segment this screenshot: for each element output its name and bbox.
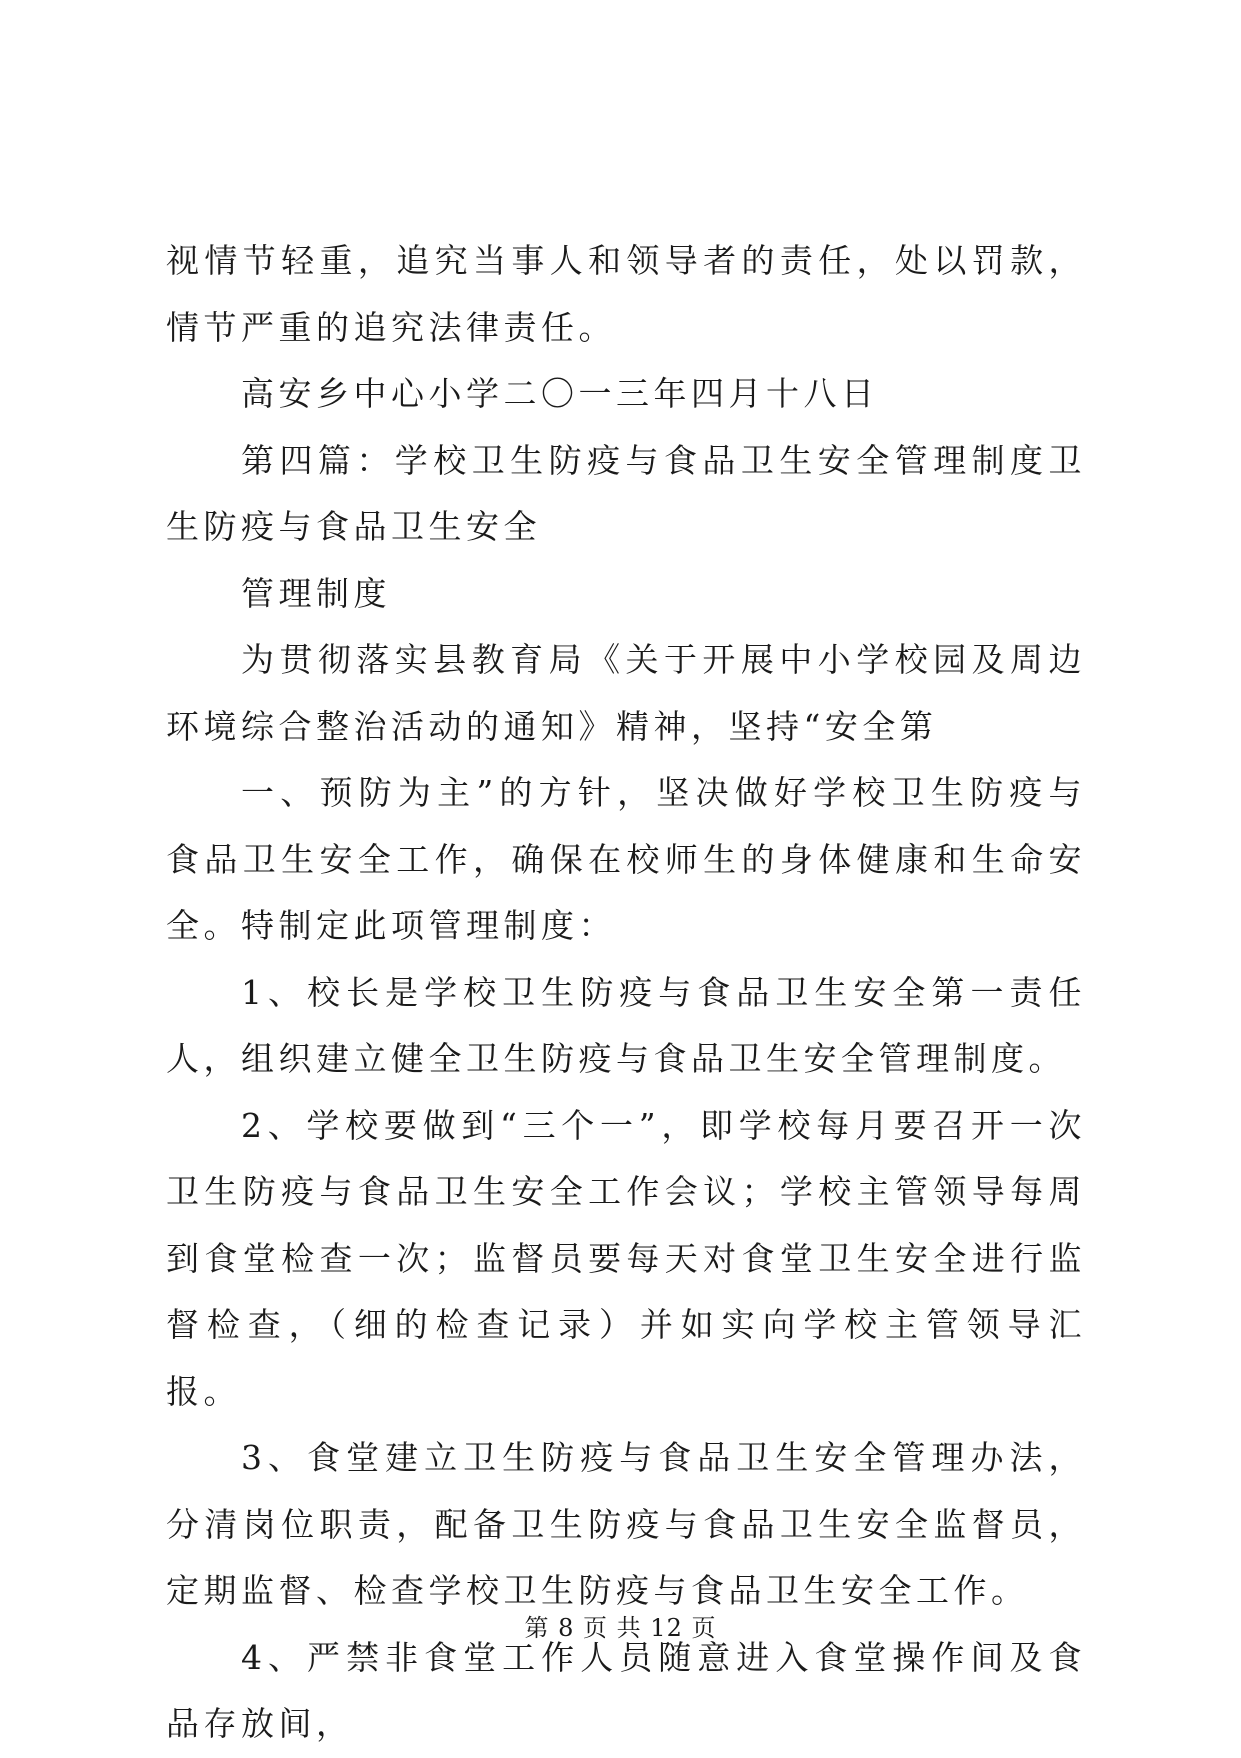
paragraph-9: 3、食堂建立卫生防疫与食品卫生安全管理办法，分清岗位职责，配备卫生防疫与食品卫生安全监督员，定期监督、检查学校卫生防疫与食品卫生安全工作。 bbox=[166, 1438, 1086, 1610]
paragraph-10: 4、严禁非食堂工作人员随意进入食堂操作间及食品存放间， bbox=[166, 1637, 1086, 1743]
document-body bbox=[166, 228, 1086, 1758]
paragraph-2: 高安乡中心小学二〇一三年四月十八日 bbox=[241, 374, 879, 413]
paragraph-4: 管理制度 bbox=[241, 573, 391, 613]
paragraph-1: 视情节轻重，追究当事人和领导者的责任，处以罚款，情节严重的追究法律责任。 bbox=[166, 241, 1086, 347]
paragraph-3: 第四篇：学校卫生防疫与食品卫生安全管理制度卫生防疫与食品卫生安全 bbox=[166, 440, 1086, 546]
paragraph-5: 为贯彻落实县教育局《关于开展中小学校园及周边环境综合整治活动的通知》精神，坚持“安全第 bbox=[166, 640, 1086, 746]
paragraph-8: 2、学校要做到“三个一”，即学校每月要召开一次卫生防疫与食品卫生安全工作会议；学校主管领导每周到食堂检查一次；监督员要每天对食堂卫生安全进行监督检查，（细的检查记录）并如实向学校主管领导汇报。 bbox=[166, 1105, 1086, 1411]
page-number-footer: 第 8 页 共 12 页 bbox=[524, 1614, 717, 1642]
paragraph-6: 一、预防为主”的方针，坚决做好学校卫生防疫与食品卫生安全工作，确保在校师生的身体健康和生命安全。特制定此项管理制度： bbox=[166, 773, 1086, 945]
paragraph-7: 1、校长是学校卫生防疫与食品卫生安全第一责任人，组织建立健全卫生防疫与食品卫生安全管理制度。 bbox=[166, 972, 1086, 1078]
